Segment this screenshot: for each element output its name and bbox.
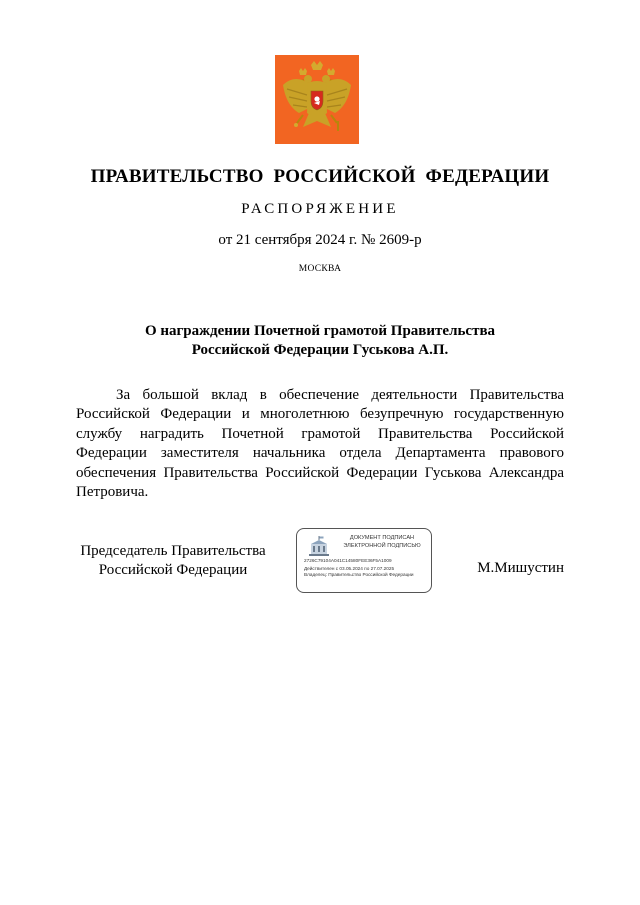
coat-of-arms-icon [275, 55, 359, 144]
stamp-title-line-2: ЭЛЕКТРОННОЙ ПОДПИСЬЮ [343, 542, 421, 549]
document-city: МОСКВА [298, 264, 342, 274]
government-building-icon [307, 536, 331, 556]
signer-position-line-1: Председатель Правительства [80, 543, 266, 559]
stamp-certificate-number: 2726C79104A041C14580FEE36F5A1009 [304, 558, 392, 563]
stamp-title [335, 535, 429, 550]
government-title: ПРАВИТЕЛЬСТВО РОССИЙСКОЙ ФЕДЕРАЦИИ [90, 166, 550, 187]
document-date-number: от 21 сентября 2024 г. № 2609-р [218, 232, 422, 248]
stamp-title-line-1: ДОКУМЕНТ ПОДПИСАН [349, 535, 415, 541]
electronic-signature-stamp [296, 528, 432, 593]
subject-line-1: О награждении Почетной грамотой Правительства [144, 323, 496, 339]
signer-name: М.Мишустин [477, 560, 564, 576]
signer-position [78, 542, 268, 580]
document-body: За большой вклад в обеспечение деятельности Правительства Российской Федерации и многолетнюю безупречную государственную службу наградить Почетной грамотой Правительства Российской Федерации заместителя начальника отдела Департамента правового обеспечения Правительства Российской Федерации Гуськова Александра Петровича. [76, 387, 564, 501]
document-type: РАСПОРЯЖЕНИЕ [241, 201, 399, 217]
stamp-owner: Владелец: Правительство Российской Федерации [304, 572, 414, 577]
signer-position-line-2: Российской Федерации [98, 562, 248, 578]
subject-line-2: Российской Федерации Гуськова А.П. [191, 342, 449, 358]
stamp-validity: Действителен с 03.05.2024 по 27.07.2025 [304, 566, 395, 571]
document-subject [80, 322, 560, 360]
